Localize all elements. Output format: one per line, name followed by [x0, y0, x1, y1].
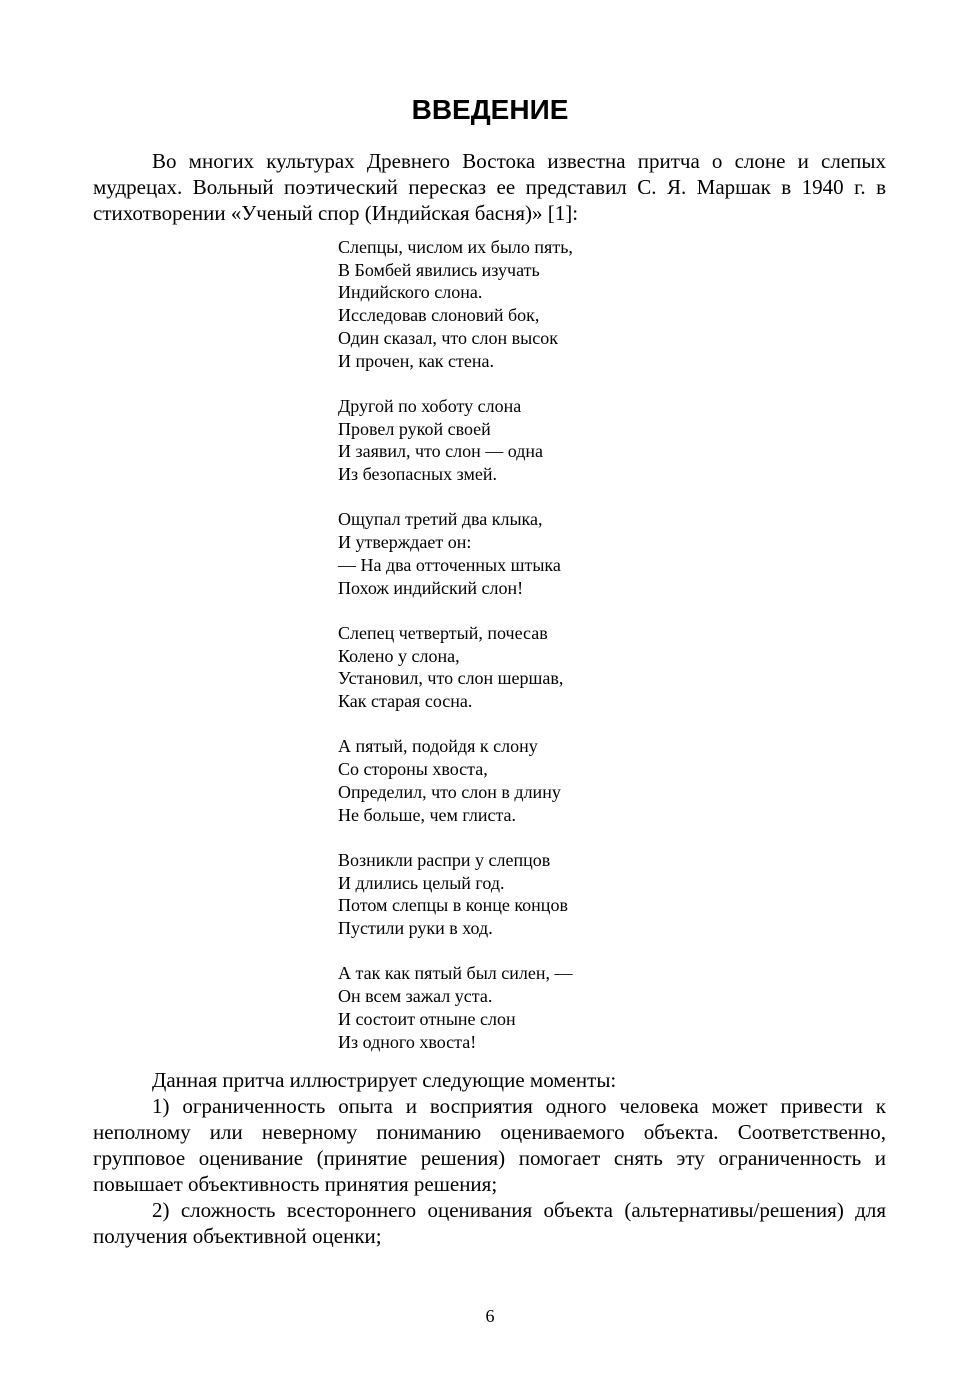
poem-stanza: [338, 395, 573, 486]
poem-stanza: [338, 236, 573, 372]
poem-stanza: [338, 849, 573, 940]
discussion-section: [93, 1067, 886, 1249]
poem-line: Провел рукой своей: [338, 418, 491, 439]
poem-line: И утверждает он:: [338, 532, 472, 553]
intro-paragraph: Во многих культурах Древнего Востока известна притча о слоне и слепых мудрецах. Вольный поэтический пересказ ее представил С. Я. Маршак в 1940 г. в стихотворении «Ученый спор (Индийская басня)» [1]:: [93, 149, 886, 225]
poem-line: Из безопасных змей.: [338, 464, 497, 485]
poem-line: И состоит отныне слон: [338, 1008, 516, 1029]
poem-line: А так как пятый был силен, —: [338, 963, 573, 984]
poem-line: Один сказал, что слон высок: [338, 327, 558, 348]
poem-line: Определил, что слон в длину: [338, 781, 561, 802]
poem-line: Со стороны хвоста,: [338, 759, 488, 780]
poem-line: Потом слепцы в конце концов: [338, 895, 568, 916]
poem-line: И заявил, что слон — одна: [338, 441, 544, 462]
poem-line: Похож индийский слон!: [338, 577, 524, 598]
discussion-point-1: 1) ограниченность опыта и восприятия одного человека может привести к неполному или неверному пониманию оцениваемого объекта. Соответственно, групповое оценивание (принятие решения) помогает снять эту ограниченность и повышает объективность принятия решения;: [93, 1094, 886, 1196]
poem-line: Ощупал третий два клыка,: [338, 509, 543, 530]
page-number: 6: [485, 1306, 495, 1326]
poem-line: — На два отточенных штыка: [338, 554, 561, 575]
poem-line: Из одного хвоста!: [338, 1031, 477, 1052]
poem-line: А пятый, подойдя к слону: [338, 736, 538, 757]
poem: [338, 236, 573, 1053]
poem-line: Возникли распри у слепцов: [338, 849, 551, 870]
poem-line: Слепцы, числом их было пять,: [338, 237, 573, 257]
poem-line: И длились целый год.: [338, 872, 505, 893]
intro-section: [93, 148, 886, 226]
poem-line: Установил, что слон шершав,: [338, 668, 564, 689]
poem-stanza: [338, 622, 573, 713]
poem-line: Слепец четвертый, почесав: [338, 622, 548, 643]
discussion-lead: Данная притча иллюстрирует следующие моменты:: [152, 1068, 617, 1092]
poem-line: Не больше, чем глиста.: [338, 804, 517, 825]
poem-line: Как старая сосна.: [338, 691, 473, 712]
poem-line: Пустили руки в ход.: [338, 918, 493, 939]
poem-line: Колено у слона,: [338, 645, 460, 666]
poem-line: И прочен, как стена.: [338, 350, 495, 371]
discussion-point-2: 2) сложность всестороннего оценивания объекта (альтернативы/решения) для получения объективной оценки;: [93, 1198, 886, 1248]
poem-stanza: [338, 735, 573, 826]
poem-stanza: [338, 962, 573, 1053]
poem-line: Индийского слона.: [338, 282, 483, 303]
poem-line: Он всем зажал уста.: [338, 986, 493, 1007]
poem-line: В Бомбей явились изучать: [338, 259, 540, 280]
poem-stanza: [338, 508, 573, 599]
poem-line: Исследовав слоновий бок,: [338, 305, 540, 326]
page-title: ВВЕДЕНИЕ: [411, 94, 569, 125]
poem-line: Другой по хоботу слона: [338, 395, 522, 416]
